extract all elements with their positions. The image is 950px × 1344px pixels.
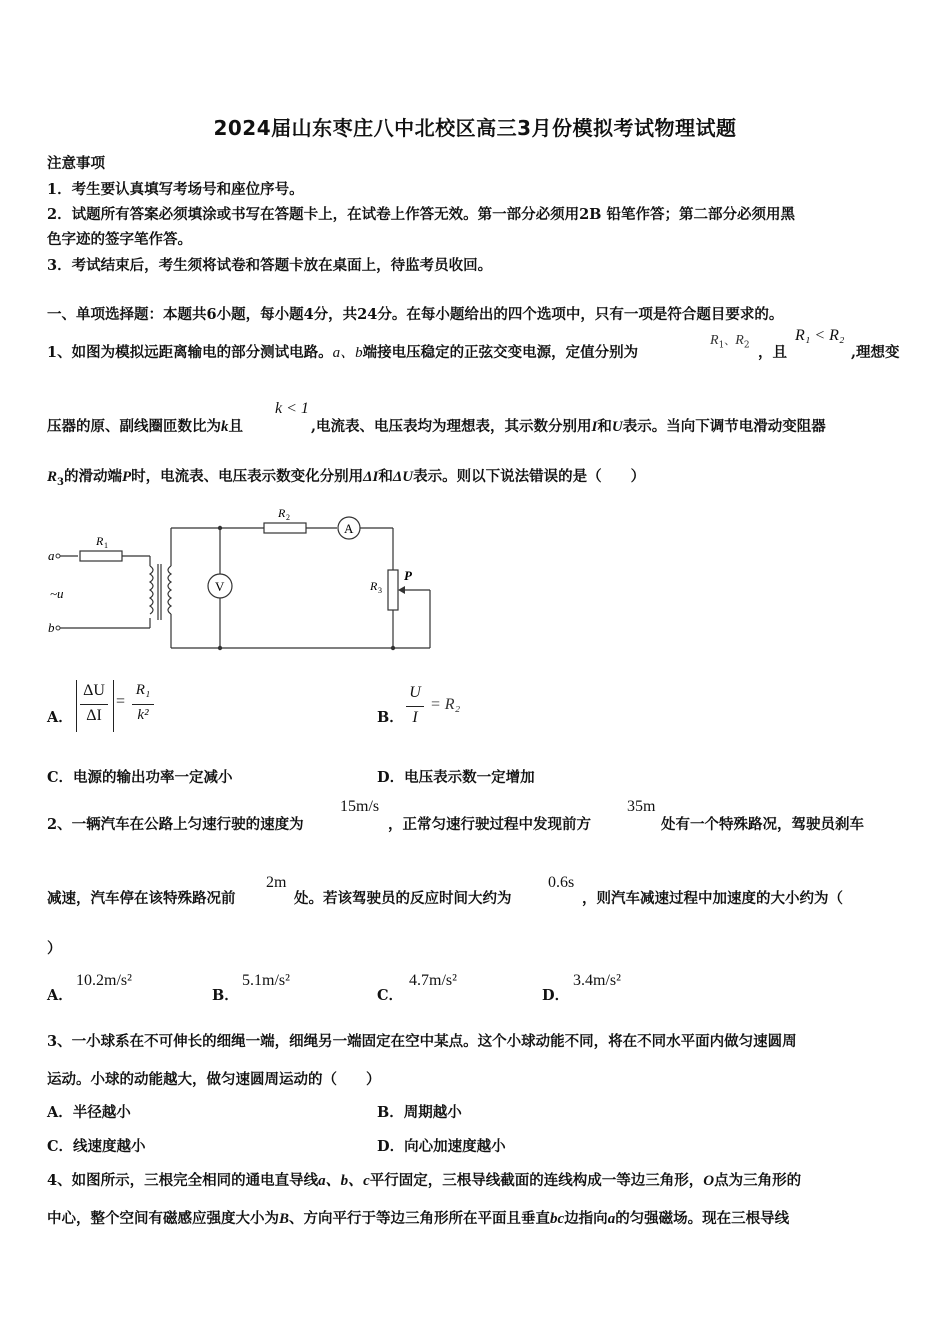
r2-symbol: R (735, 333, 744, 348)
q1-option-a-numerator: ΔU (83, 682, 105, 699)
fraction-bar (132, 704, 154, 705)
terminal-b-label: b (48, 620, 55, 635)
q3-option-b: B．周期越小 (377, 1104, 462, 1121)
source-u-label: ~u (50, 586, 64, 601)
q1-condition: R₁ < R₂ (795, 327, 845, 344)
slider-p-label: P (404, 568, 412, 583)
q1-option-b-label: B． (377, 709, 404, 726)
q2-text: ，则汽车减速过程中加速度的大小约为（ (582, 890, 843, 907)
q2-text: 处有一个特殊路况，驾驶员刹车 (661, 816, 864, 833)
q2-option-b-value: 5.1m/s² (242, 972, 290, 989)
q1-option-a-r-numerator: R₁ (135, 682, 151, 698)
q2-line1: 2、一辆汽车在公路上匀速行驶的速度为 (47, 816, 304, 833)
q1-option-c: C．电源的输出功率一定减小 (47, 769, 233, 786)
q2-option-d-value: 3.4m/s² (573, 972, 621, 989)
fraction-bar (80, 704, 108, 705)
q1-text: ，且 (758, 344, 787, 361)
q3-line1: 3、一小球系在不可伸长的细绳一端，细绳另一端固定在空中某点。这个小球动能不同，将在不同水平面内做匀速圆周 (47, 1033, 797, 1050)
q1-option-b-numerator: U (409, 684, 421, 701)
q2-text: 处。若该驾驶员的反应时间大约为 (294, 890, 512, 907)
r1-label: R (96, 534, 104, 548)
q1-option-d: D．电压表示数一定增加 (377, 769, 535, 786)
q3-line2: 运动。小球的动能越大，做匀速圆周运动的（ ） (47, 1071, 381, 1088)
separator: 、 (724, 334, 736, 347)
q2-line2: 减速，汽车停在该特殊路况前 (47, 890, 236, 907)
fraction-bar (406, 706, 424, 707)
q3-option-c: C．线速度越小 (47, 1138, 146, 1155)
notice-item: 1．考生要认真填写考场号和座位序号。 (47, 181, 304, 198)
q1-option-a-equals: = (116, 693, 126, 710)
r2-subscript: 2 (286, 513, 290, 522)
q2-speed: 15m/s (340, 798, 380, 815)
r3-subscript: 3 (378, 586, 382, 595)
notice-item: 色字迹的签字笔作答。 (47, 231, 192, 248)
q1-terminals: a、b (332, 345, 363, 361)
q2-option-b-label: B． (212, 987, 239, 1004)
q1-option-a-label: A． (47, 709, 73, 726)
q2-option-c-value: 4.7m/s² (409, 972, 457, 989)
q2-line3: ） (47, 940, 62, 957)
terminal-a-label: a (48, 548, 55, 563)
q1-line2-rest: ,电流表、电压表均为理想表，其示数分别用I和U表示。当向下调节电滑动变阻器 (311, 418, 826, 435)
r1-symbol: R (710, 333, 719, 348)
q1-option-b-rhs: = R₂ (430, 696, 461, 713)
q1-line1 (47, 341, 638, 362)
circuit-diagram (40, 500, 460, 660)
q2-distance: 35m (627, 798, 656, 815)
voltmeter-label: V (215, 579, 225, 594)
q4-line1: 4、如图所示，三根完全相同的通电直导线a、b、c平行固定，三根导线截面的连线构成一等边三角形，O点为三角形的 (47, 1172, 802, 1189)
q1-k-condition: k < 1 (275, 400, 309, 417)
q3-option-d: D．向心加速度越小 (377, 1138, 506, 1155)
q3-option-a: A．半径越小 (47, 1104, 131, 1121)
q2-text: ，正常匀速行驶过程中发现前方 (388, 816, 591, 833)
section-heading: 一、单项选择题：本题共6小题，每小题4分，共24分。在每小题给出的四个选项中，只有一项是符合题目要求的。 (47, 306, 784, 323)
notice-item: 2．试题所有答案必须填涂或书写在答题卡上，在试卷上作答无效。第一部分必须用2B 铅笔作答；第二部分必须用黑 (47, 206, 795, 223)
q2-option-a-value: 10.2m/s² (76, 972, 132, 989)
notice-heading: 注意事项 (47, 155, 105, 172)
notice-item: 3．考试结束后，考生须将试卷和答题卡放在桌面上，待监考员收回。 (47, 257, 493, 274)
r1-subscript: 1 (104, 541, 108, 550)
q1-line3: $R_3$的滑动端P时，电流表、电压表示数变化分别用ΔI和ΔU表示。则以下说法错误的是（ ） (47, 468, 646, 488)
q1-line2: 压器的原、副线圈匝数比为k且 (47, 418, 243, 435)
r2-label: R (278, 506, 286, 520)
page-title: 2024届山东枣庄八中北校区高三3月份模拟考试物理试题 (213, 116, 737, 140)
q1-option-b-denominator: I (412, 709, 418, 726)
q2-option-c-label: C． (377, 987, 404, 1004)
q1-text: ,理想变 (851, 344, 900, 361)
q2-reaction-time: 0.6s (548, 874, 575, 891)
q2-stop-distance: 2m (266, 874, 287, 891)
q1-text: 端接电压稳定的正弦交变电源，定值分别为 (362, 344, 639, 361)
q1-resistors: $R_1$、$R_2$ (710, 333, 750, 351)
q1-text: 1、如图为模拟远距离输电的部分测试电路。 (47, 344, 333, 361)
q1-option-a-denominator: ΔI (86, 707, 102, 724)
q4-line2: 中心，整个空间有磁感应强度大小为B、方向平行于等边三角形所在平面且垂直bc边指向a的匀强磁场。现在三根导线 (47, 1210, 790, 1227)
ammeter-label: A (344, 521, 354, 536)
q2-option-a-label: A． (47, 987, 73, 1004)
q1-option-a-r-denominator: k² (137, 707, 149, 723)
r3-label: R (370, 579, 378, 593)
q2-option-d-label: D． (542, 987, 570, 1004)
